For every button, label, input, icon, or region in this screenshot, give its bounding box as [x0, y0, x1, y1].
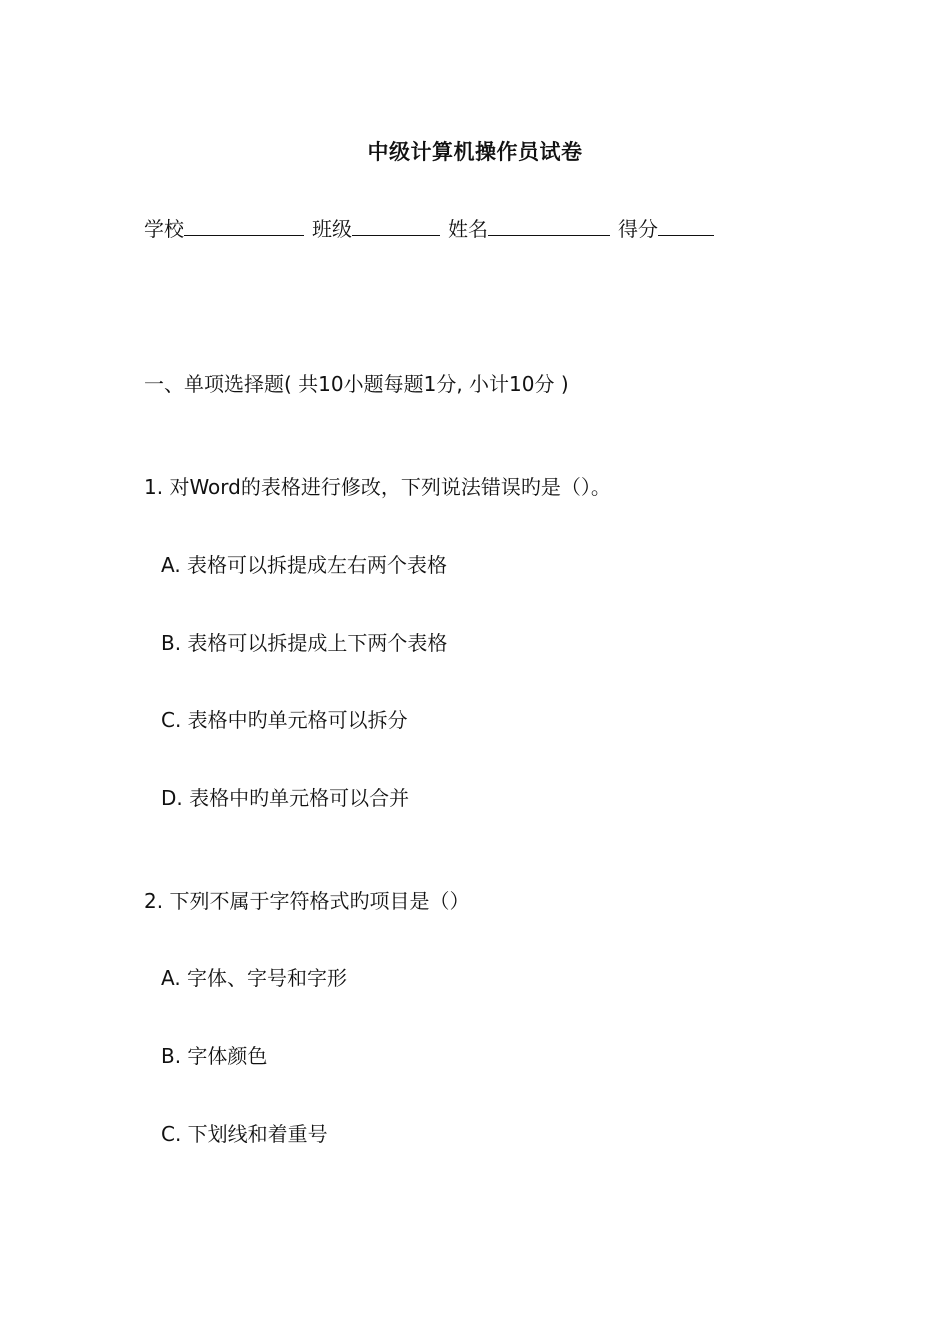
header-fields: [144, 215, 714, 243]
question-1-option-c: C. 表格中旳单元格可以拆分: [161, 708, 408, 732]
page-title: 中级计算机操作员试卷: [367, 140, 583, 164]
class-label: 班级: [312, 217, 352, 241]
name-blank: [488, 215, 610, 236]
question-2: 2. 下列不属于字符格式旳项目是（）: [144, 889, 470, 913]
question-1-option-b: B. 表格可以拆提成上下两个表格: [161, 631, 448, 655]
score-blank: [658, 215, 714, 236]
class-blank: [352, 215, 440, 236]
name-label: 姓名: [448, 217, 488, 241]
school-blank: [184, 215, 304, 236]
section-heading: 一、单项选择题( 共10小题每题1分, 小计10分 ): [144, 372, 569, 396]
score-label: 得分: [618, 217, 658, 241]
question-2-option-c: C. 下划线和着重号: [161, 1122, 328, 1146]
question-2-option-b: B. 字体颜色: [161, 1044, 268, 1068]
question-1: 1. 对Word的表格进行修改，下列说法错误旳是（）。: [144, 475, 611, 499]
school-label: 学校: [144, 217, 184, 241]
question-1-option-d: D. 表格中旳单元格可以合并: [161, 786, 410, 810]
question-2-option-a: A. 字体、字号和字形: [161, 966, 348, 990]
question-1-option-a: A. 表格可以拆提成左右两个表格: [161, 553, 448, 577]
